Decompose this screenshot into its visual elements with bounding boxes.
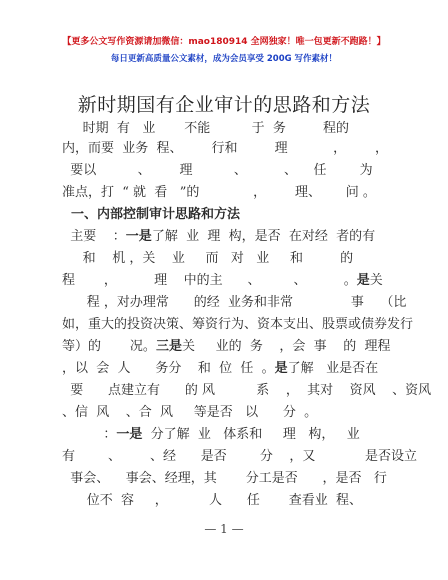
bold-run: 是: [274, 361, 288, 376]
text-run: 如，重大的投资决策、筹资行为、资本支出、股票或债券发行: [62, 317, 414, 332]
text-run: 主要 ：: [62, 229, 126, 244]
text-run: 了解 业是否在: [287, 361, 379, 376]
text-run: 时期 有 业 不能 于 务 程的: [62, 121, 350, 136]
section-heading-text: 一、内部控制审计思路和方法: [62, 207, 241, 222]
body-line: [62, 362, 392, 375]
page-number: — 1 —: [204, 522, 244, 536]
body-line: [62, 383, 432, 398]
text-run: 、信 风 、合 风 等是否 以 分 。: [62, 405, 318, 420]
body-line: [62, 449, 417, 464]
text-run: 有 、 、经 是否 分 ，又 是否设立: [62, 449, 417, 464]
promo-banner-top: 【更多公文写作资源请加微信：mao180914 全网独家！唯一包更新不跑路！】: [62, 37, 386, 47]
bold-run: 是: [356, 273, 370, 288]
body-line: [62, 252, 392, 265]
body-line: [62, 317, 414, 332]
bold-run: 三是: [155, 339, 182, 354]
body-line: [62, 295, 407, 310]
body-line: [62, 428, 392, 441]
document-title: 新时期国有企业审计的思路和方法: [77, 94, 371, 116]
text-run: ：: [62, 427, 117, 442]
body-line: [62, 230, 392, 243]
bold-run: 一是: [125, 229, 152, 244]
text-run: 要以 、 理 、 、 任 为: [62, 163, 373, 178]
body-line: [62, 274, 392, 287]
text-run: 要 点建立有 的 风 系 ， 其对 资风 、资风: [62, 383, 432, 398]
text-run: 了解 业 理 构，是否 在对经 者的有: [151, 229, 376, 244]
body-line: [62, 164, 392, 177]
text-run: 程 ， 理 中的主 、 、 。: [62, 273, 357, 288]
text-run: 事会、 事会、经理，其 分工是否 ，是否 行: [62, 471, 387, 486]
text-run: 内，而要 业务 程、 行和 理 ， ，: [62, 141, 389, 156]
text-run: 等）的 况。: [62, 339, 156, 354]
text-run: 位不 容 ， 人 任 查看业 程、: [62, 493, 363, 508]
body-line: [62, 142, 392, 155]
body-line: [62, 122, 392, 135]
section-heading: [62, 208, 392, 221]
text-run: 分了解 业 体系和 理 构， 业: [142, 427, 360, 442]
body-line: [62, 406, 392, 419]
text-run: 和 机 ，关 业 而 对 业 和 的: [62, 251, 354, 266]
text-run: 关: [369, 273, 383, 288]
text-run: 程 ，对办理常 的经 业务和非常 事 （比: [62, 295, 407, 310]
text-run: ，以 会 人 务分 和 位 任 。: [62, 361, 275, 376]
promo-banner-sub: 每日更新高质量公文素材，成为会员享受 200G 写作素材！: [110, 54, 338, 64]
text-run: 准点，打 “ 就 看 ”的 ， 理、 问 。: [62, 185, 376, 200]
body-line: [62, 186, 392, 199]
body-line: [62, 340, 392, 353]
body-line-overflow: [62, 494, 392, 507]
bold-run: 一是: [116, 427, 143, 442]
text-run: 关 业的 务 ，会 事 的 理程: [181, 339, 391, 354]
body-line: [62, 472, 392, 485]
